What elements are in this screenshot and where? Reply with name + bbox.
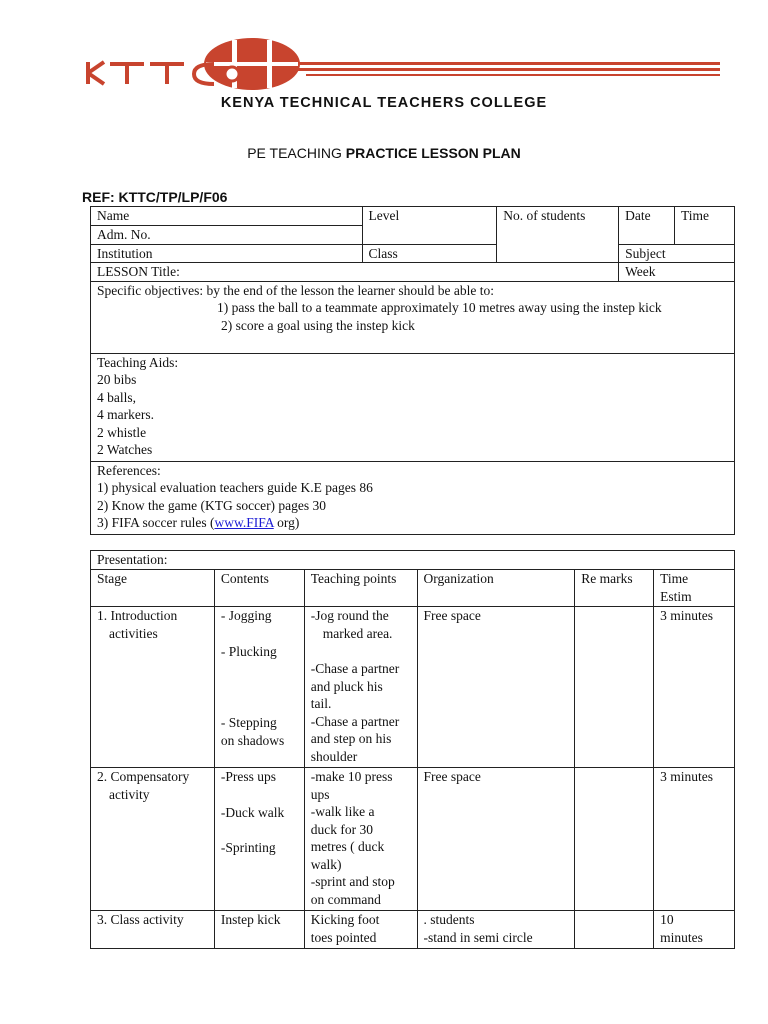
week-cell: Week (619, 263, 735, 282)
objective-1: 1) pass the ball to a teammate approximately 10 metres away using the instep kick (217, 300, 662, 315)
content-line: -Sprinting (220, 840, 276, 855)
remarks-cell (575, 607, 654, 768)
class-cell: Class (362, 244, 497, 263)
stage-cell (91, 768, 215, 911)
college-name: KENYA TECHNICAL TEACHERS COLLEGE (220, 95, 548, 111)
institution-cell: Institution (91, 244, 363, 263)
gear-icon (225, 67, 239, 81)
reference-item (97, 514, 734, 532)
references-cell (91, 461, 735, 534)
point-line: metres ( duck (310, 839, 385, 854)
objectives-intro: Specific objectives: by the end of the lesson the learner should be able to: (97, 282, 495, 298)
plan-title-prefix: PE TEACHING (247, 145, 346, 161)
stage-line-2: activity (109, 786, 150, 802)
point-line: -Chase a partner (310, 713, 400, 729)
point-line: toes pointed (310, 929, 377, 945)
contents-cell (214, 768, 304, 911)
aid-item: 2 whistle (97, 424, 147, 440)
objectives-cell (91, 281, 735, 353)
reference-3-suffix: org) (273, 515, 300, 530)
presentation-label: Presentation: (91, 551, 735, 570)
organization-line: -stand in semi circle (423, 929, 533, 945)
col-stage: Stage (91, 570, 215, 607)
teaching-aids-cell (91, 353, 735, 461)
point-line: and pluck his (310, 678, 383, 694)
teaching-aids-heading: Teaching Aids: (97, 354, 179, 370)
time-cell: Time (675, 207, 735, 245)
reference-3-prefix: 3) FIFA soccer rules ( (97, 515, 215, 530)
reference-code: REF: KTTC/TP/LP/F06 (82, 189, 228, 205)
stage-cell: 3. Class activity (91, 911, 215, 949)
point-line: shoulder (310, 748, 358, 764)
col-time-l2: Estim (660, 588, 692, 604)
stage-line-1: 2. Compensatory (97, 769, 190, 784)
content-line: -Duck walk (220, 804, 285, 820)
col-teaching-points: Teaching points (304, 570, 417, 607)
point-line: duck for 30 (310, 821, 373, 837)
remarks-cell (575, 911, 654, 949)
col-remarks: Re marks (575, 570, 654, 607)
name-cell: Name (91, 207, 363, 226)
subject-cell: Subject (619, 244, 735, 263)
organization-cell: Free space (417, 607, 575, 768)
points-cell (304, 768, 417, 911)
time-line: 10 (660, 912, 674, 927)
time-line: minutes (660, 929, 703, 945)
point-line: on command (310, 891, 381, 907)
contents-cell: Instep kick (214, 911, 304, 949)
date-cell: Date (619, 207, 675, 245)
content-line: - Jogging (220, 608, 272, 623)
lesson-title-cell: LESSON Title: (91, 263, 619, 282)
level-cell: Level (362, 207, 497, 245)
time-cell: 3 minutes (654, 607, 735, 768)
point-line: walk) (310, 856, 342, 872)
organization-cell (417, 911, 575, 949)
point-line: -Jog round the (310, 608, 389, 623)
point-line: Kicking foot (310, 912, 380, 927)
aid-item: 20 bibs (97, 372, 137, 387)
plan-title-main: PRACTICE LESSON PLAN (345, 145, 521, 161)
table-row (91, 607, 735, 768)
references-heading: References: (97, 462, 161, 478)
table-row (91, 768, 735, 911)
time-cell (654, 911, 735, 949)
points-cell (304, 911, 417, 949)
plan-title (0, 145, 768, 161)
aid-item: 4 balls, (97, 389, 136, 405)
adm-cell: Adm. No. (91, 226, 363, 245)
col-organization: Organization (417, 570, 575, 607)
presentation-table (90, 550, 735, 949)
reference-item: 2) Know the game (KTG soccer) pages 30 (97, 497, 327, 513)
col-time-l1: Time (660, 571, 689, 586)
fifa-link[interactable]: www.FIFA (214, 515, 274, 530)
content-line: -Press ups (220, 769, 276, 784)
point-line: ups (310, 786, 330, 802)
point-line: and step on his (310, 731, 392, 746)
stage-line-2: activities (109, 625, 158, 641)
reference-item: 1) physical evaluation teachers guide K.E pages 86 (97, 480, 373, 495)
aid-item: 4 markers. (97, 407, 154, 422)
stage-cell (91, 607, 215, 768)
point-line: -walk like a (310, 804, 375, 819)
organization-line: . students (423, 912, 475, 927)
table-row (91, 911, 735, 949)
content-line: on shadows (220, 732, 285, 748)
kttc-logo (82, 36, 722, 92)
content-line: - Plucking (220, 643, 277, 659)
contents-cell (214, 607, 304, 768)
point-line: marked area. (322, 625, 393, 641)
aid-item: 2 Watches (97, 442, 153, 457)
lesson-header-table (90, 206, 735, 535)
point-line: -sprint and stop (310, 874, 395, 889)
point-line: tail. (310, 696, 332, 711)
logo-graphic (82, 36, 722, 92)
organization-cell: Free space (417, 768, 575, 911)
point-line: -make 10 press (310, 769, 393, 784)
col-time (654, 570, 735, 607)
stage-line-1: 1. Introduction (97, 608, 178, 623)
students-cell: No. of students (497, 207, 619, 263)
objective-2: 2) score a goal using the instep kick (221, 317, 415, 333)
content-line: - Stepping (220, 715, 277, 730)
remarks-cell (575, 768, 654, 911)
points-cell (304, 607, 417, 768)
point-line: -Chase a partner (310, 661, 400, 676)
col-contents: Contents (214, 570, 304, 607)
time-cell: 3 minutes (654, 768, 735, 911)
